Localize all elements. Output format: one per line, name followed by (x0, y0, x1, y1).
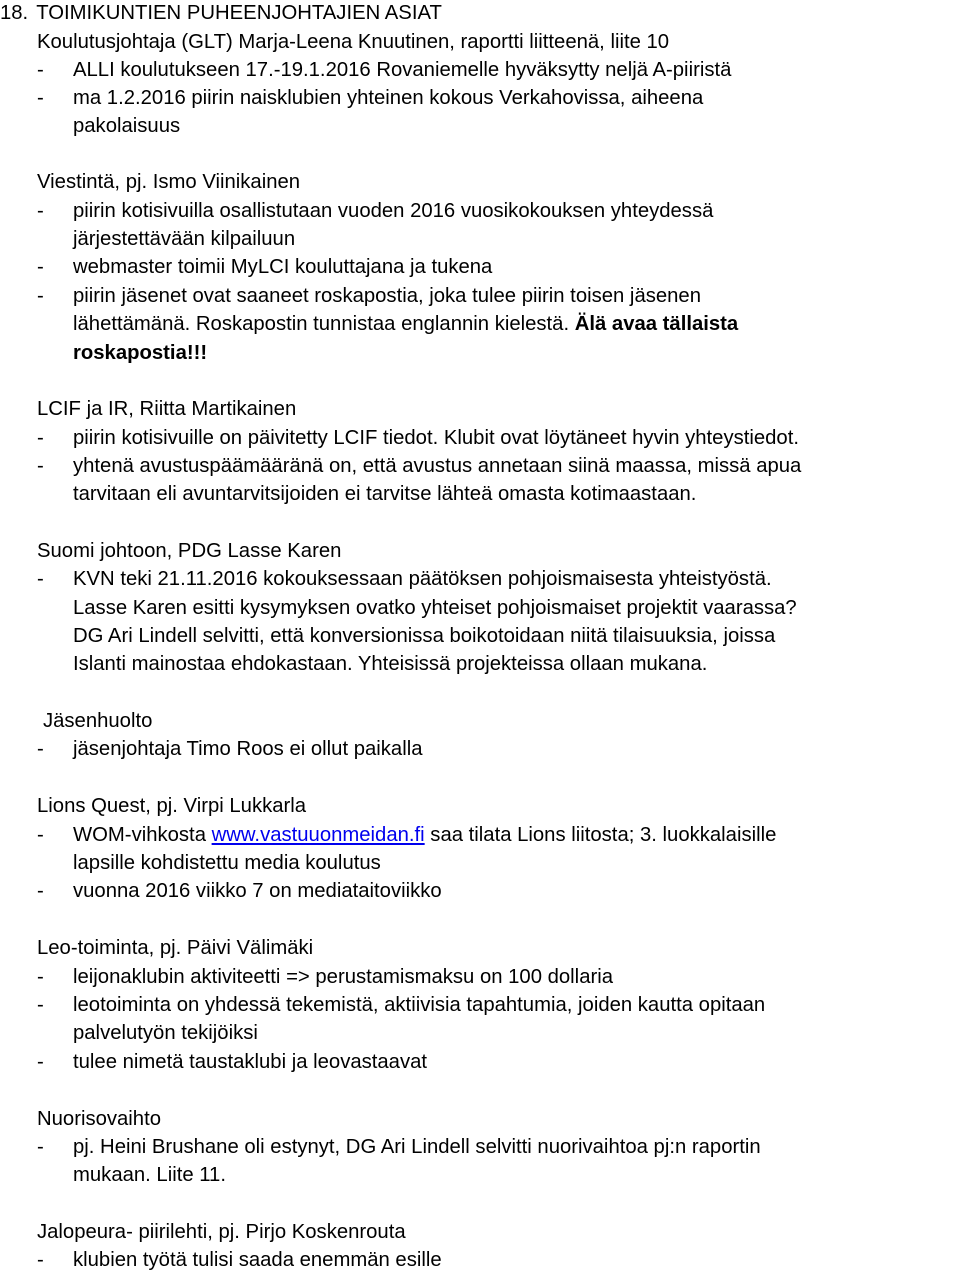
list-item-continuation: palvelutyön tekijöiksi (73, 1022, 258, 1044)
warning-text: roskapostia!!! (73, 342, 208, 364)
subsection-heading: Jalopeura- piirilehti, pj. Pirjo Koskenrouta (37, 1221, 406, 1243)
bullet-dash: - (37, 1051, 44, 1073)
website-link[interactable]: www.vastuuonmeidan.fi (211, 824, 425, 846)
section-heading (0, 1, 442, 25)
subsection-heading: Nuorisovaihto (37, 1108, 162, 1130)
list-item-continuation: DG Ari Lindell selvitti, että konversionissa boikotoidaan niitä tilaisuuksia, joissa (73, 625, 776, 647)
subsection-heading: Leo-toiminta, pj. Päivi Välimäki (37, 937, 314, 959)
bullet-dash: - (37, 824, 44, 846)
warning-text: Älä avaa tällaista (574, 313, 739, 335)
bullet-dash: - (37, 427, 44, 449)
bullet-dash: - (37, 1136, 44, 1158)
list-item-continuation: järjestettävään kilpailuun (73, 228, 296, 250)
bullet-dash: - (37, 966, 44, 988)
bullet-dash: - (37, 455, 44, 477)
bullet-dash: - (37, 880, 44, 902)
subsection-heading: LCIF ja IR, Riitta Martikainen (37, 398, 297, 420)
bullet-dash: - (37, 256, 44, 278)
subsection-heading: Lions Quest, pj. Virpi Lukkarla (37, 795, 307, 817)
bullet-dash: - (37, 200, 44, 222)
bullet-dash: - (37, 568, 44, 590)
bullet-dash: - (37, 1249, 44, 1271)
education-line: Koulutusjohtaja (GLT) Marja-Leena Knuutinen, raportti liitteenä, liite 10 (37, 31, 670, 53)
bullet-dash: - (37, 87, 44, 109)
bullet-dash: - (37, 738, 44, 760)
bullet-dash: - (37, 59, 44, 81)
subsection-heading: Suomi johtoon, PDG Lasse Karen (37, 540, 342, 562)
list-item-continuation: pakolaisuus (73, 115, 181, 137)
section-number: 18. (0, 2, 29, 24)
list-item-continuation: mukaan. Liite 11. (73, 1164, 226, 1186)
bullet-dash: - (37, 994, 44, 1016)
section-title: TOIMIKUNTIEN PUHEENJOHTAJIEN ASIAT (36, 2, 442, 24)
subsection-heading: Viestintä, pj. Ismo Viinikainen (37, 171, 301, 193)
list-item-continuation: Lasse Karen esitti kysymyksen ovatko yhteiset pohjoismaiset projektit vaarassa? (73, 597, 797, 619)
list-item-continuation: lähettämänä. Roskapostin tunnistaa englannin kielestä. Älä avaa tällaista (73, 313, 739, 335)
list-item-continuation: tarvitaan eli avuntarvitsijoiden ei tarvitse lähteä omasta kotimaastaan. (73, 483, 697, 505)
bullet-dash: - (37, 285, 44, 307)
subsection-heading: Jäsenhuolto (43, 710, 153, 732)
list-item-continuation: Islanti mainostaa ehdokastaan. Yhteisissä projekteissa ollaan mukana. (73, 653, 708, 675)
list-item-continuation: lapsille kohdistettu media koulutus (73, 852, 381, 874)
